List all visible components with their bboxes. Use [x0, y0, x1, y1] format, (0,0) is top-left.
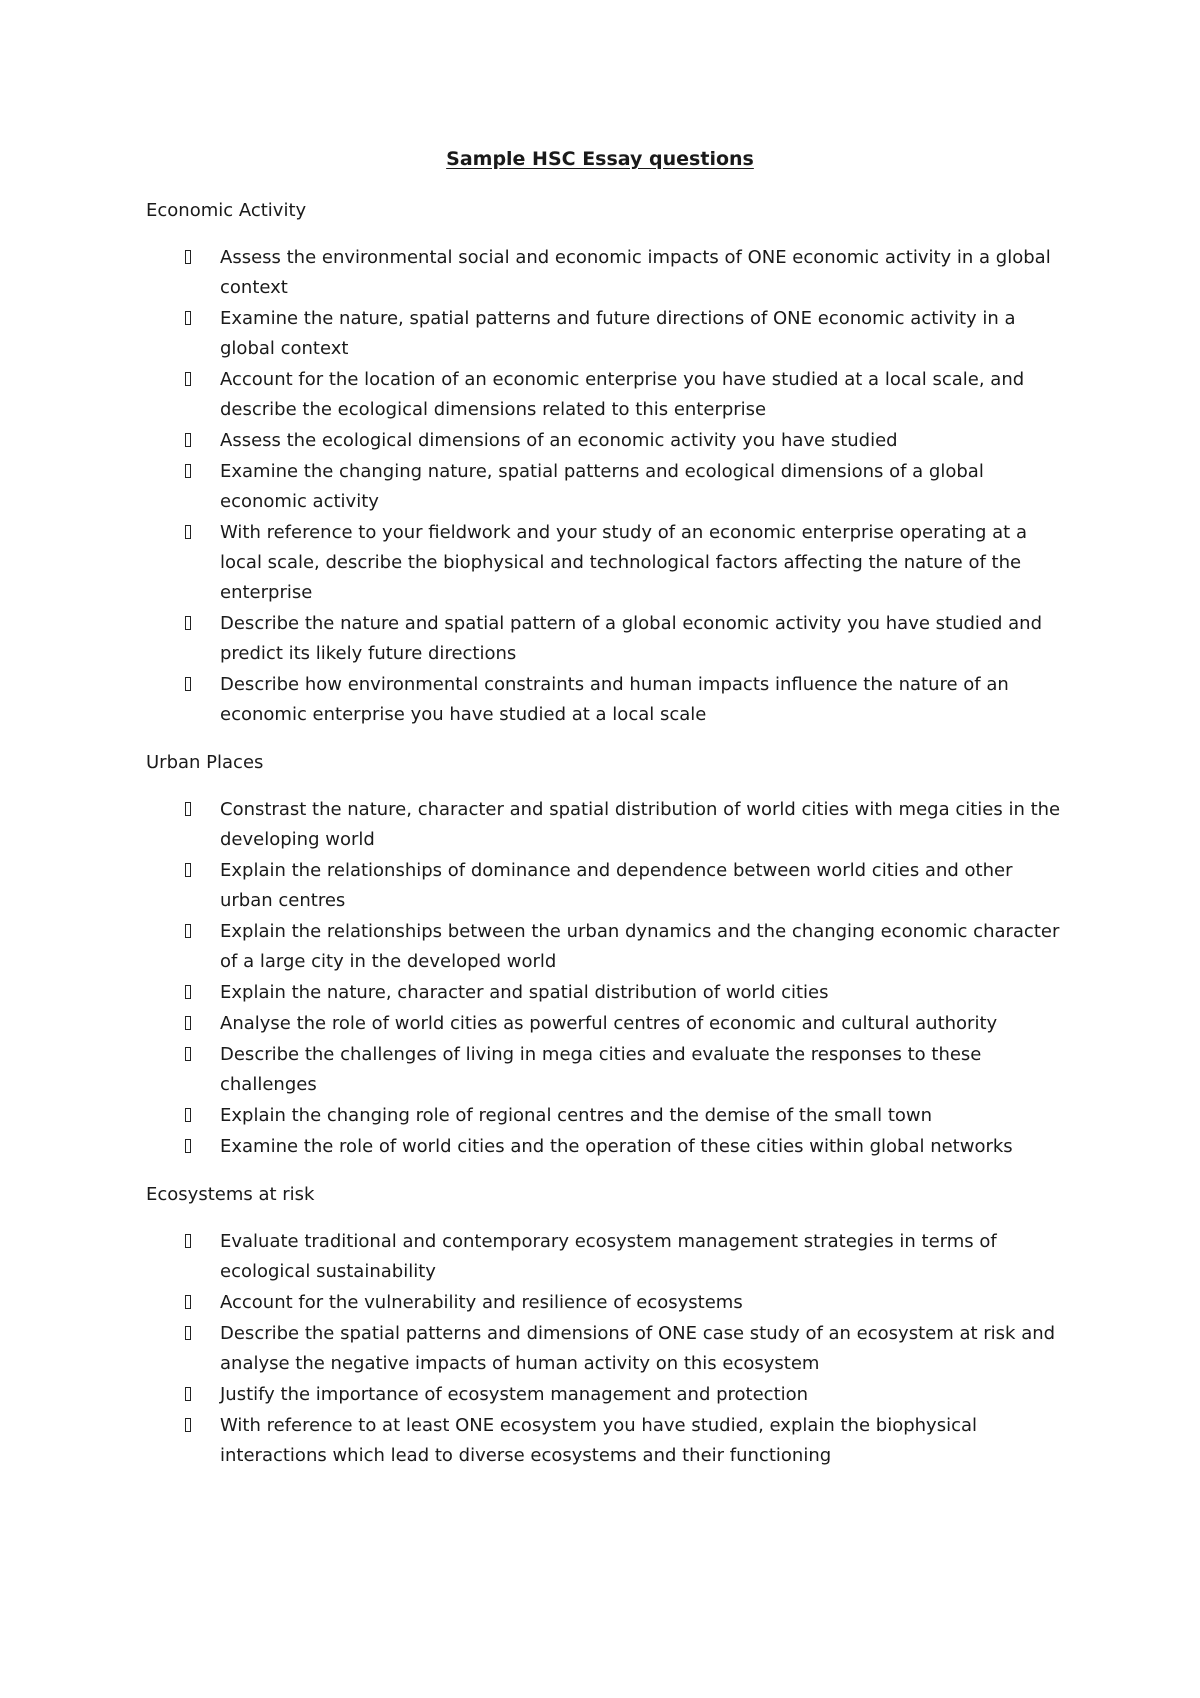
question-text: Examine the changing nature, spatial patterns and ecological dimensions of a global economic activity	[220, 461, 984, 512]
question-text: Describe the nature and spatial pattern of a global economic activity you have studied and predict its likely future directions	[220, 613, 1042, 664]
bullet-icon	[185, 1047, 191, 1061]
question-item	[146, 1227, 1066, 1287]
question-item	[146, 795, 1066, 855]
question-text: With reference to at least ONE ecosystem you have studied, explain the biophysical interactions which lead to diverse ecosystems and their functioning	[220, 1415, 978, 1466]
question-item	[146, 1009, 1066, 1039]
question-item	[146, 670, 1066, 730]
bullet-icon	[185, 250, 191, 264]
question-text: Justify the importance of ecosystem management and protection	[220, 1384, 809, 1405]
bullet-icon	[185, 677, 191, 691]
question-item	[146, 1040, 1066, 1100]
bullet-icon	[185, 1387, 191, 1401]
bullet-icon	[185, 616, 191, 630]
question-text: Examine the nature, spatial patterns and future directions of ONE economic activity in a global context	[220, 308, 1016, 359]
question-text: Assess the ecological dimensions of an economic activity you have studied	[220, 430, 898, 451]
bullet-icon	[185, 1418, 191, 1432]
section-urban-places	[146, 748, 1066, 1162]
question-item	[146, 426, 1066, 456]
question-text: Assess the environmental social and economic impacts of ONE economic activity in a global context	[220, 247, 1051, 298]
bullet-icon	[185, 863, 191, 877]
question-text: Account for the location of an economic enterprise you have studied at a local scale, and describe the ecological dimensions related to this enterprise	[220, 369, 1025, 420]
section-economic-activity	[146, 196, 1066, 730]
section-heading: Urban Places	[146, 752, 264, 773]
question-item	[146, 1411, 1066, 1471]
question-item	[146, 1288, 1066, 1318]
section-heading: Economic Activity	[146, 200, 307, 221]
bullet-icon	[185, 1016, 191, 1030]
bullet-icon	[185, 1295, 191, 1309]
bullet-icon	[185, 1234, 191, 1248]
section-heading: Ecosystems at risk	[146, 1184, 315, 1205]
bullet-icon	[185, 433, 191, 447]
question-item	[146, 978, 1066, 1008]
question-text: Describe how environmental constraints and human impacts influence the nature of an economic enterprise you have studied at a local scale	[220, 674, 1009, 725]
bullet-icon	[185, 525, 191, 539]
question-item	[146, 917, 1066, 977]
question-item	[146, 365, 1066, 425]
question-item	[146, 609, 1066, 669]
question-text: Explain the relationships of dominance and dependence between world cities and other urban centres	[220, 860, 1013, 911]
bullet-icon	[185, 1326, 191, 1340]
question-text: With reference to your fieldwork and your study of an economic enterprise operating at a local scale, describe the biophysical and technological factors affecting the nature of the enterprise	[220, 522, 1027, 603]
question-item	[146, 243, 1066, 303]
question-item	[146, 856, 1066, 916]
question-text: Account for the vulnerability and resilience of ecosystems	[220, 1292, 743, 1313]
section-ecosystems-at-risk	[146, 1180, 1066, 1471]
bullet-icon	[185, 464, 191, 478]
bullet-icon	[185, 372, 191, 386]
bullet-icon	[185, 802, 191, 816]
question-item	[146, 518, 1066, 608]
document-content	[146, 196, 1066, 1489]
question-item	[146, 1380, 1066, 1410]
question-text: Explain the nature, character and spatial distribution of world cities	[220, 982, 829, 1003]
question-item	[146, 457, 1066, 517]
question-text: Explain the changing role of regional centres and the demise of the small town	[220, 1105, 933, 1126]
bullet-icon	[185, 985, 191, 999]
question-text: Analyse the role of world cities as powerful centres of economic and cultural authority	[220, 1013, 998, 1034]
question-list	[146, 1227, 1066, 1471]
bullet-icon	[185, 924, 191, 938]
question-list	[146, 243, 1066, 730]
question-item	[146, 1132, 1066, 1162]
question-text: Describe the challenges of living in mega cities and evaluate the responses to these challenges	[220, 1044, 982, 1095]
question-text: Evaluate traditional and contemporary ecosystem management strategies in terms of ecological sustainability	[220, 1231, 997, 1282]
bullet-icon	[185, 1108, 191, 1122]
question-list	[146, 795, 1066, 1162]
question-text: Explain the relationships between the urban dynamics and the changing economic character of a large city in the developed world	[220, 921, 1060, 972]
bullet-icon	[185, 1139, 191, 1153]
document-title: Sample HSC Essay questions	[446, 148, 754, 170]
question-item	[146, 1101, 1066, 1131]
bullet-icon	[185, 311, 191, 325]
question-text: Constrast the nature, character and spatial distribution of world cities with mega cities in the developing world	[220, 799, 1061, 850]
question-text: Examine the role of world cities and the operation of these cities within global networks	[220, 1136, 1013, 1157]
question-text: Describe the spatial patterns and dimensions of ONE case study of an ecosystem at risk and analyse the negative impacts of human activity on this ecosystem	[220, 1323, 1056, 1374]
question-item	[146, 304, 1066, 364]
question-item	[146, 1319, 1066, 1379]
